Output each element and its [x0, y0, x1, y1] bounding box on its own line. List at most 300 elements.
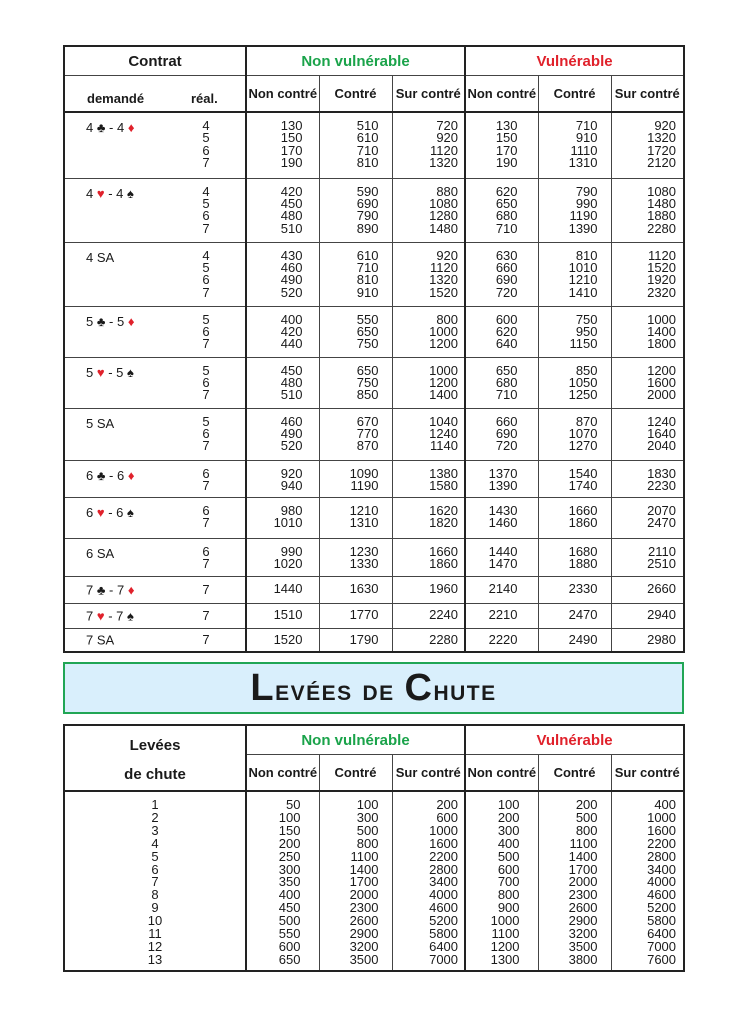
score-value: 1080	[647, 183, 677, 199]
made-tricks-list	[199, 583, 213, 595]
made-tricks-list	[199, 609, 213, 621]
undertricks-count: 11	[148, 926, 162, 942]
v-non-contre-cell	[465, 603, 538, 628]
score-value: 1430	[488, 502, 518, 518]
contract-level: 4	[116, 120, 125, 135]
score-value: 1280	[429, 208, 459, 224]
contract-label: 6 ♣ - 6 ♦	[86, 467, 135, 483]
penalty-value: 50	[286, 797, 301, 812]
contract-level: 4	[86, 120, 94, 135]
score-value: 1190	[569, 208, 598, 224]
nv-sur-contre-cell	[392, 357, 465, 408]
contract-label	[86, 250, 114, 265]
made-tricks-value: 4	[202, 118, 210, 133]
nv-non-contre-cell	[246, 112, 319, 178]
v-contre-cell	[538, 497, 611, 538]
penalty-value: 5800	[647, 913, 677, 929]
v-non-contre-cell	[465, 178, 538, 242]
score-value: 1830	[647, 465, 677, 481]
made-tricks-value: 7	[202, 220, 210, 236]
score-value: 990	[575, 195, 598, 211]
v-contre-cell	[538, 576, 611, 603]
nv-sur-contre-column-header: Sur contré	[392, 755, 465, 792]
score-value: 1330	[349, 555, 379, 571]
penalty-value: 2900	[568, 913, 598, 929]
penalty-value: 100	[278, 809, 301, 825]
score-value: 480	[280, 374, 303, 390]
penalty-value: 800	[575, 822, 598, 838]
v-non-contre-cell	[465, 497, 538, 538]
undertricks-header	[64, 725, 246, 791]
score-value: 980	[280, 502, 303, 518]
score-value: 750	[356, 374, 379, 390]
clubs-suit-icon: ♣	[96, 313, 106, 329]
score-value: 710	[495, 220, 518, 236]
contract-cell	[64, 538, 246, 576]
score-value: 2120	[647, 155, 677, 171]
score-value: 1480	[647, 195, 677, 211]
score-value: 640	[495, 336, 518, 352]
vulnerable-header: Vulnérable	[465, 725, 684, 755]
made-tricks-list	[199, 543, 213, 571]
made-tricks-value: 4	[202, 247, 210, 263]
penalty-value: 2300	[568, 887, 598, 903]
score-value: 1520	[273, 631, 303, 647]
penalty-value: 100	[356, 797, 379, 812]
made-tricks-list	[199, 413, 213, 454]
score-value: 1380	[429, 465, 459, 481]
score-value: 400	[280, 311, 303, 327]
contract-level: 5	[116, 364, 124, 380]
score-value: 1470	[488, 555, 518, 571]
score-value: 1580	[429, 477, 459, 493]
contract-label-text: 4 SA	[86, 249, 115, 265]
contract-level: 7	[116, 608, 124, 623]
nv-sur-contre-cell	[392, 538, 465, 576]
penalty-value: 3500	[349, 951, 379, 967]
penalty-value: 1100	[491, 926, 520, 942]
score-value: 2940	[647, 607, 677, 623]
score-value: 850	[356, 387, 379, 403]
score-value: 1020	[273, 555, 303, 571]
score-value: 680	[495, 208, 518, 224]
nv-sur-contre-column-header: Sur contré	[392, 76, 465, 113]
score-value: 170	[280, 142, 303, 158]
nv-contre-column-header: Contré	[319, 755, 392, 792]
made-tricks-value: 7	[202, 477, 210, 493]
contract-cell	[64, 178, 246, 242]
v-contre-cell	[538, 628, 611, 652]
hearts-suit-icon: ♥	[96, 185, 105, 201]
made-tricks-value: 6	[202, 543, 210, 559]
made-tricks-list	[199, 502, 213, 530]
penalty-value: 4000	[647, 874, 677, 890]
score-value: 990	[280, 543, 303, 559]
penalty-value: 7000	[647, 938, 677, 954]
nv-sur-contre-cell	[392, 112, 465, 178]
score-value: 620	[495, 323, 518, 339]
nv-non-contre-cell	[246, 628, 319, 652]
score-value: 1250	[568, 387, 598, 403]
score-value: 1080	[429, 195, 459, 211]
contract-row	[64, 112, 684, 178]
score-value: 1510	[273, 607, 303, 623]
nv-non-contre-column-header: Non contré	[246, 755, 319, 792]
penalty-value: 2200	[647, 835, 677, 851]
non-vulnerable-header: Non vulnérable	[246, 46, 465, 76]
score-value: 770	[356, 425, 379, 441]
penalty-value: 800	[497, 887, 520, 903]
made-tricks-value: 5	[202, 311, 210, 327]
nv-sur-contre-cell	[392, 576, 465, 603]
made-tricks-list	[199, 465, 213, 493]
made-tricks-value: 7	[202, 336, 210, 352]
made-tricks-list	[199, 631, 213, 647]
v-non-contre-cell	[465, 306, 538, 357]
hearts-suit-icon: ♥	[96, 364, 105, 380]
nv-sur-contre-cell	[392, 460, 465, 497]
contract-level: 4	[116, 185, 124, 201]
score-value: 1320	[429, 272, 459, 288]
penalty-value: 3800	[568, 951, 598, 967]
nv-non-contre-cell	[246, 306, 319, 357]
nv-sur-contre-penalty-cell	[392, 791, 465, 971]
penalty-value: 2800	[647, 848, 677, 864]
made-tricks-value: 6	[202, 272, 210, 288]
penalty-value: 400	[497, 835, 520, 851]
undertricks-count: 1	[151, 797, 159, 812]
contract-label: 7 ♣ - 7 ♦	[86, 582, 135, 597]
penalty-value: 2600	[568, 900, 598, 916]
score-value: 810	[356, 272, 379, 288]
nv-sur-contre-cell	[392, 306, 465, 357]
penalty-value: 550	[278, 926, 301, 942]
score-value: 910	[356, 284, 379, 300]
penalty-value: 600	[278, 938, 301, 954]
score-value: 880	[436, 183, 459, 199]
score-value: 1960	[429, 581, 459, 597]
contract-label-text: 7 SA	[86, 632, 115, 648]
score-value: 1880	[647, 208, 677, 224]
score-value: 1000	[429, 362, 459, 378]
penalty-value: 2900	[349, 926, 379, 942]
score-value: 150	[495, 130, 518, 146]
penalty-value: 1700	[568, 861, 598, 877]
v-contre-cell	[538, 357, 611, 408]
diamonds-suit-icon: ♦	[127, 582, 135, 597]
made-tricks-value: 7	[202, 438, 210, 454]
score-value: 670	[356, 413, 379, 429]
v-sur-contre-cell	[611, 112, 684, 178]
score-value: 810	[356, 155, 379, 171]
penalty-value: 350	[278, 874, 301, 890]
contract-row	[64, 576, 684, 603]
contract-cell	[64, 357, 246, 408]
contract-row	[64, 242, 684, 306]
score-value: 650	[356, 323, 379, 339]
score-value: 1310	[349, 514, 379, 530]
made-tricks-value: 5	[202, 413, 210, 429]
nv-contre-column-header: Contré	[319, 76, 392, 113]
penalty-value: 200	[436, 797, 459, 812]
penalty-value: 500	[497, 848, 520, 864]
score-value: 1410	[568, 284, 598, 300]
penalty-value: 100	[497, 797, 520, 812]
nv-contre-cell	[319, 628, 392, 652]
made-tricks-value: 7	[202, 284, 210, 300]
spades-suit-icon: ♠	[127, 608, 134, 623]
penalty-value: 3400	[429, 874, 459, 890]
made-column-header: réal.	[191, 91, 218, 106]
spades-suit-icon: ♠	[127, 364, 134, 380]
penalty-value: 1700	[349, 874, 379, 890]
contract-cell	[64, 460, 246, 497]
penalty-value: 6400	[429, 938, 459, 954]
banner-title: Levées de Chute	[250, 667, 497, 709]
score-value: 1050	[568, 374, 598, 390]
score-value: 1150	[569, 336, 598, 352]
undertricks-count: 4	[151, 835, 159, 851]
diamonds-suit-icon: ♦	[127, 120, 135, 135]
score-value: 710	[356, 259, 379, 275]
score-value: 1540	[568, 465, 598, 481]
clubs-suit-icon: ♣	[96, 120, 106, 135]
score-value: 510	[280, 220, 303, 236]
score-value: 510	[356, 118, 379, 133]
nv-contre-cell	[319, 242, 392, 306]
v-contre-cell	[538, 178, 611, 242]
score-value: 2470	[647, 514, 677, 530]
score-value: 1790	[349, 631, 379, 647]
penalty-value: 5200	[429, 913, 459, 929]
penalty-value: 500	[575, 809, 598, 825]
v-contre-penalty-cell	[538, 791, 611, 971]
score-value: 190	[495, 155, 518, 171]
score-value: 2980	[647, 631, 677, 647]
made-tricks-value: 7	[202, 514, 210, 530]
score-value: 520	[280, 438, 303, 454]
score-value: 2320	[647, 284, 677, 300]
contract-cell	[64, 576, 246, 603]
nv-contre-cell	[319, 497, 392, 538]
score-value: 870	[575, 413, 598, 429]
penalty-value: 2800	[429, 861, 459, 877]
v-sur-contre-cell	[611, 357, 684, 408]
v-sur-contre-cell	[611, 460, 684, 497]
made-tricks-value: 5	[202, 130, 210, 146]
score-value: 790	[575, 183, 598, 199]
score-value: 870	[356, 438, 379, 454]
contract-cell	[64, 408, 246, 460]
nv-non-contre-cell	[246, 576, 319, 603]
score-value: 550	[356, 311, 379, 327]
nv-sur-contre-cell	[392, 408, 465, 460]
contract-level: 7	[116, 582, 125, 597]
v-non-contre-cell	[465, 408, 538, 460]
score-value: 420	[280, 323, 303, 339]
contract-level: 6	[116, 467, 125, 483]
contract-row	[64, 357, 684, 408]
contract-label	[86, 546, 114, 561]
score-value: 2510	[647, 555, 677, 571]
made-tricks-value: 5	[202, 362, 210, 378]
contract-row	[64, 603, 684, 628]
undertricks-banner	[63, 662, 684, 714]
penalty-value: 300	[356, 809, 379, 825]
penalty-value: 700	[497, 874, 520, 890]
nv-sur-contre-cell	[392, 628, 465, 652]
penalty-value: 1200	[490, 938, 520, 954]
diamonds-suit-icon: ♦	[127, 313, 135, 329]
made-tricks-value: 7	[202, 555, 210, 571]
contract-header: Contrat	[64, 46, 246, 76]
penalty-value: 400	[654, 797, 677, 812]
non-vulnerable-header: Non vulnérable	[246, 725, 465, 755]
v-contre-cell	[538, 538, 611, 576]
penalty-value: 500	[356, 822, 379, 838]
score-value: 1320	[647, 130, 677, 146]
nv-non-contre-cell	[246, 178, 319, 242]
score-value: 1660	[568, 502, 598, 518]
score-value: 660	[495, 259, 518, 275]
made-tricks-list	[199, 247, 213, 300]
score-value: 1390	[568, 220, 598, 236]
score-value: 450	[280, 195, 303, 211]
score-value: 130	[280, 118, 303, 133]
score-value: 690	[495, 272, 518, 288]
score-value: 920	[436, 130, 459, 146]
v-sur-contre-column-header: Sur contré	[611, 755, 684, 792]
v-sur-contre-cell	[611, 408, 684, 460]
v-non-contre-cell	[465, 112, 538, 178]
penalty-value: 2600	[349, 913, 379, 929]
spades-suit-icon: ♠	[127, 185, 134, 201]
nv-contre-cell	[319, 408, 392, 460]
score-value: 1660	[429, 543, 459, 559]
penalty-value: 1400	[568, 848, 598, 864]
nv-non-contre-cell	[246, 603, 319, 628]
score-value: 610	[356, 247, 379, 263]
penalty-value: 200	[278, 835, 301, 851]
score-value: 1740	[568, 477, 598, 493]
score-value: 2140	[488, 581, 518, 597]
score-value: 2280	[647, 220, 677, 236]
made-tricks-value: 7	[202, 631, 210, 647]
penalty-value: 650	[278, 951, 301, 967]
made-tricks-value: 5	[202, 195, 210, 211]
score-value: 170	[495, 142, 518, 158]
made-tricks-value: 6	[202, 425, 210, 441]
contract-subheader	[64, 76, 246, 113]
penalty-value: 800	[356, 835, 379, 851]
penalty-value: 450	[278, 900, 301, 916]
contract-row	[64, 306, 684, 357]
score-value: 1010	[568, 259, 598, 275]
score-value: 720	[436, 118, 459, 133]
contract-row	[64, 408, 684, 460]
nv-non-contre-cell	[246, 460, 319, 497]
made-tricks-value: 7	[202, 607, 210, 623]
v-non-contre-cell	[465, 576, 538, 603]
penalty-value: 2000	[349, 887, 379, 903]
score-value: 950	[575, 323, 598, 339]
score-value: 1390	[488, 477, 518, 493]
score-value: 1140	[430, 438, 459, 454]
undertricks-count: 12	[147, 938, 163, 954]
score-value: 1200	[429, 374, 459, 390]
penalty-value: 1600	[647, 822, 677, 838]
v-contre-cell	[538, 408, 611, 460]
nv-non-contre-cell	[246, 242, 319, 306]
penalty-value: 4600	[647, 887, 677, 903]
score-value: 2330	[568, 581, 598, 597]
hearts-suit-icon: ♥	[96, 504, 105, 520]
made-tricks-value: 6	[202, 208, 210, 224]
score-value: 460	[280, 413, 303, 429]
score-value: 1400	[429, 387, 459, 403]
score-value: 1200	[429, 336, 459, 352]
score-value: 1040	[429, 413, 459, 429]
v-non-contre-cell	[465, 538, 538, 576]
score-value: 790	[356, 208, 379, 224]
penalty-value: 2000	[568, 874, 598, 890]
score-value: 520	[280, 284, 303, 300]
nv-sur-contre-cell	[392, 242, 465, 306]
penalty-value: 7000	[429, 951, 459, 967]
undertricks-row	[64, 791, 684, 971]
made-tricks-value: 7	[202, 387, 210, 403]
score-value: 1010	[273, 514, 303, 530]
penalty-value: 1100	[569, 835, 598, 851]
diamonds-suit-icon: ♦	[127, 467, 135, 483]
score-value: 1320	[429, 155, 459, 171]
penalty-value: 1000	[429, 822, 459, 838]
undertricks-count-cell	[64, 791, 246, 971]
undertricks-score-table	[63, 724, 685, 972]
nv-non-contre-column-header: Non contré	[246, 76, 319, 113]
score-value: 1210	[349, 502, 379, 518]
score-value: 2660	[647, 581, 677, 597]
score-value: 1190	[350, 477, 379, 493]
undertricks-header-line1: Levées	[129, 737, 181, 754]
score-value: 2220	[488, 631, 518, 647]
score-value: 920	[654, 118, 677, 133]
nv-contre-cell	[319, 306, 392, 357]
v-sur-contre-cell	[611, 538, 684, 576]
v-sur-contre-cell	[611, 497, 684, 538]
nv-contre-penalty-cell	[319, 791, 392, 971]
contract-label: 5 ♣ - 5 ♦	[86, 313, 135, 329]
undertricks-count: 7	[151, 874, 159, 890]
contract-level: 5	[86, 313, 94, 329]
score-value: 710	[575, 118, 598, 133]
nv-sur-contre-cell	[392, 497, 465, 538]
contract-level: 5	[116, 313, 125, 329]
contracts-score-table	[63, 45, 685, 653]
score-value: 480	[280, 208, 303, 224]
score-value: 510	[280, 387, 303, 403]
v-contre-cell	[538, 306, 611, 357]
penalty-value: 200	[497, 809, 520, 825]
penalty-value: 2300	[349, 900, 379, 916]
contract-label: 6 ♥ - 6 ♠	[86, 504, 134, 520]
score-value: 1240	[647, 413, 677, 429]
made-tricks-value: 6	[202, 142, 210, 158]
score-value: 2490	[568, 631, 598, 647]
penalty-value: 600	[436, 809, 459, 825]
v-sur-contre-cell	[611, 628, 684, 652]
nv-contre-cell	[319, 178, 392, 242]
